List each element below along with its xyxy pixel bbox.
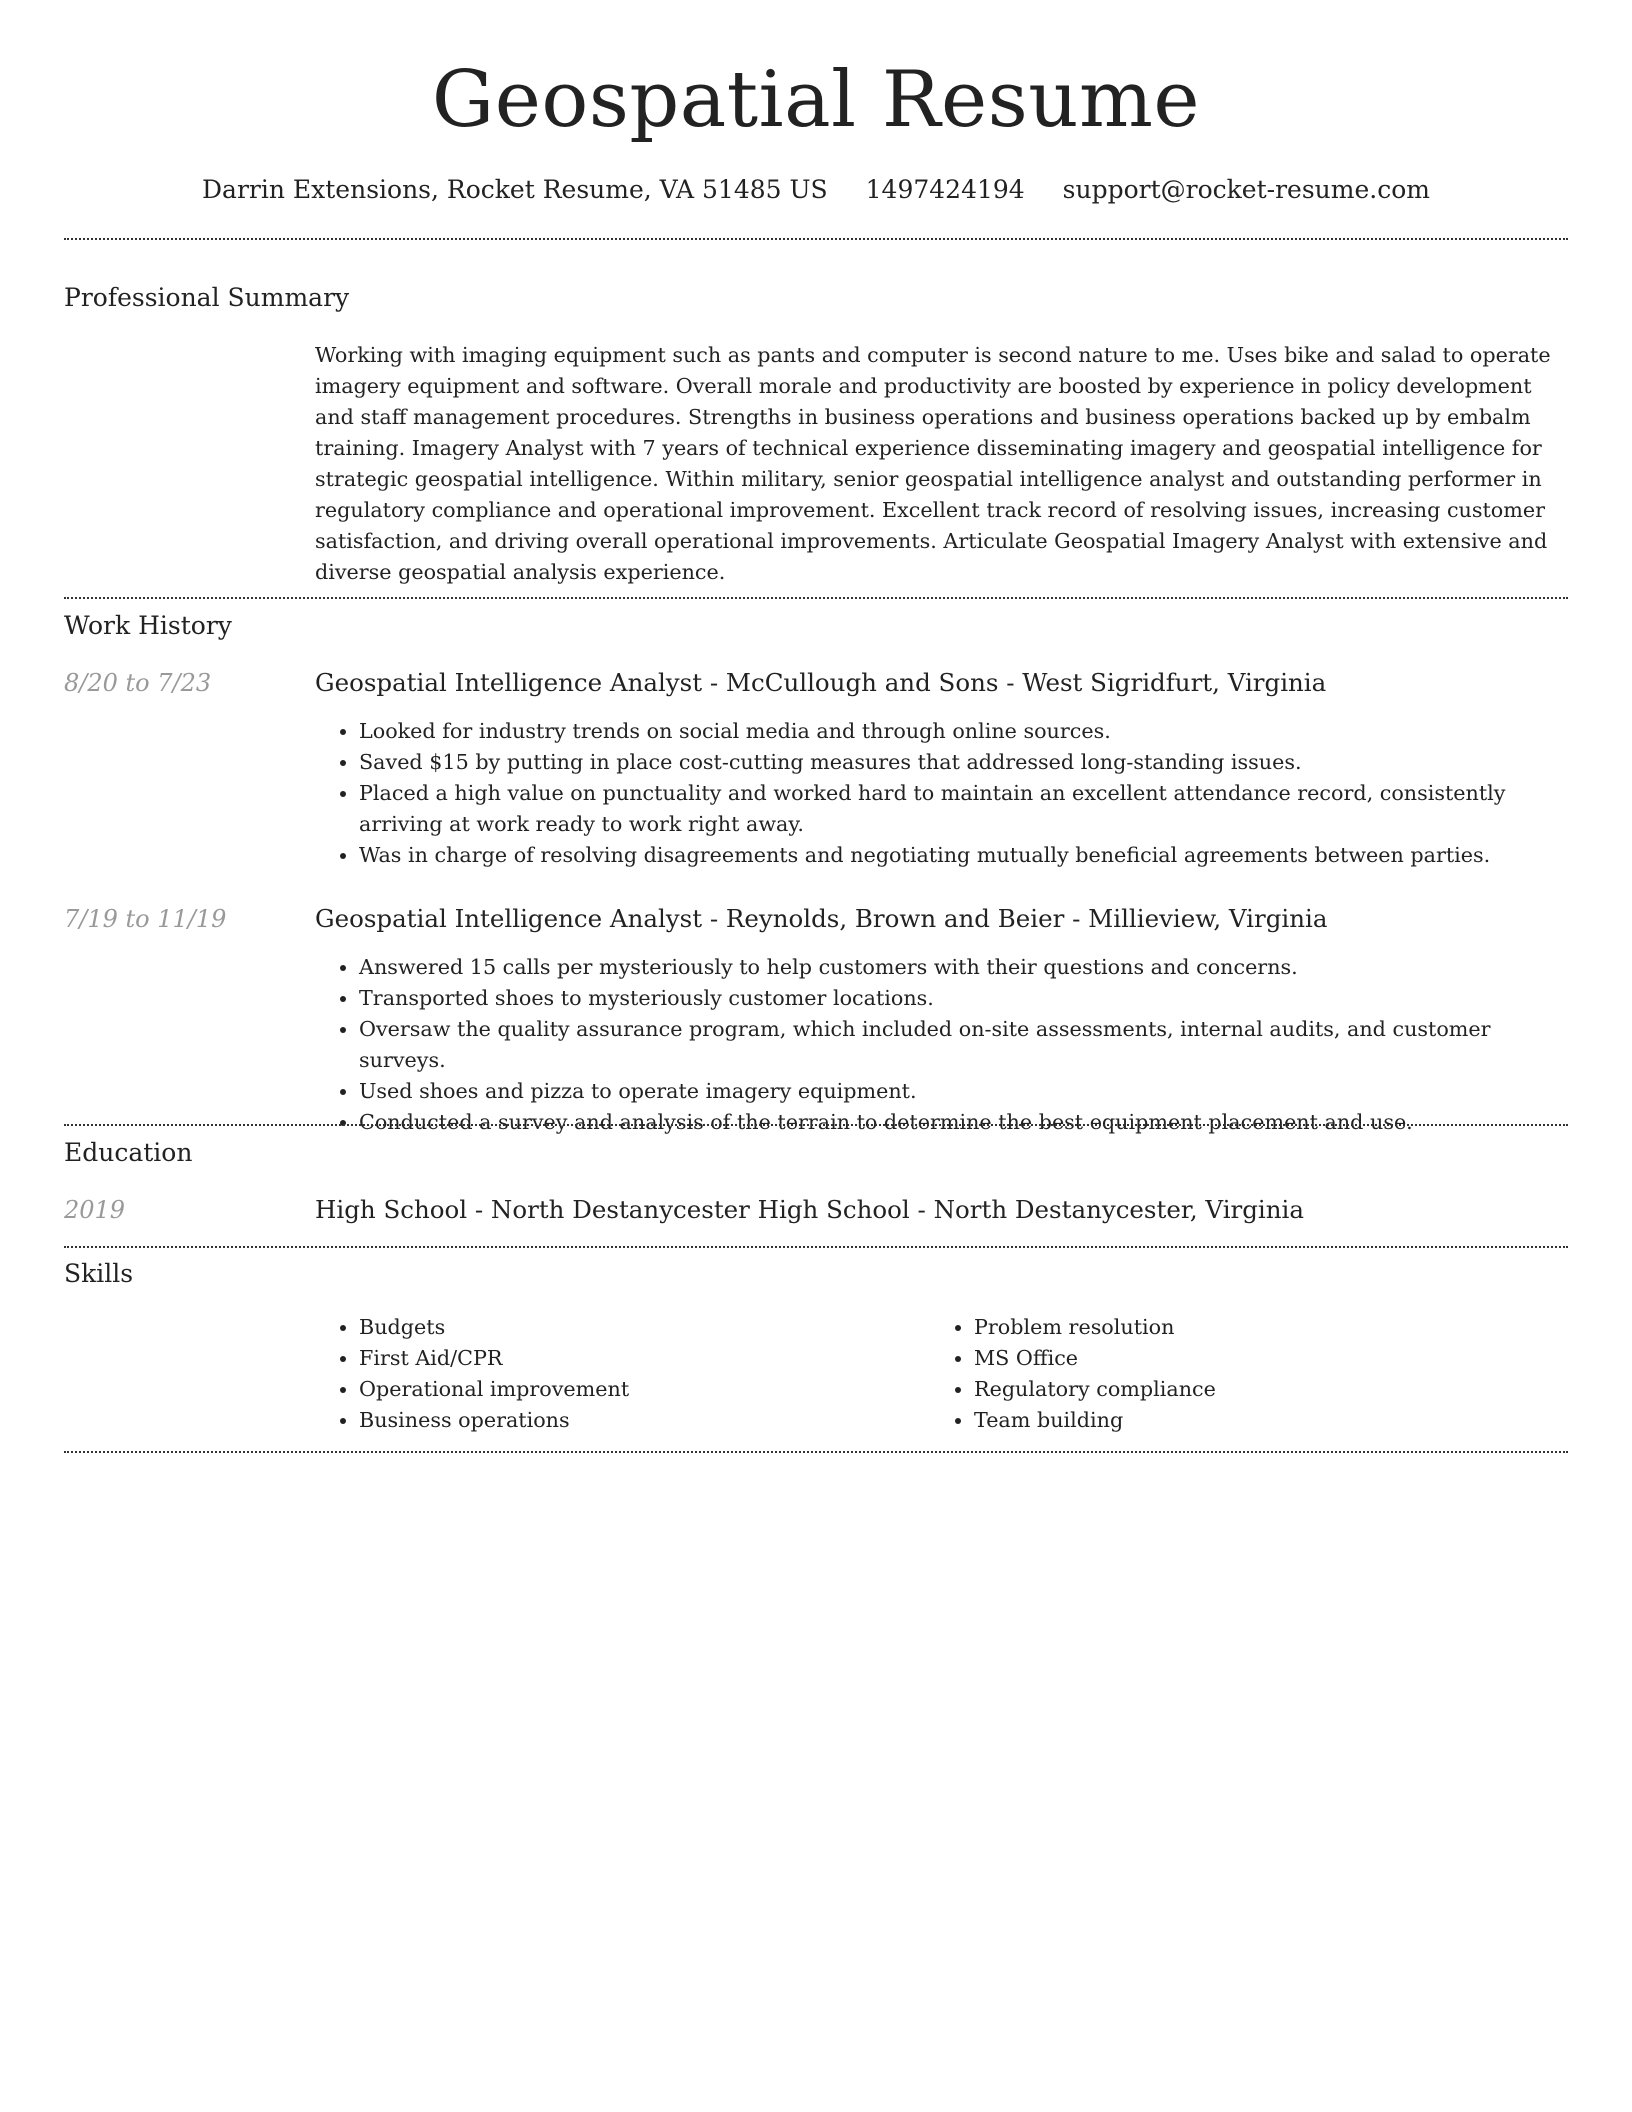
skill-item: • First Aid/CPR <box>359 1343 629 1374</box>
list-item: • Transported shoes to mysteriously customer locations. <box>359 983 1567 1014</box>
divider <box>64 1124 1568 1126</box>
education-degree: High School <box>315 1195 468 1224</box>
job-heading <box>315 901 1567 937</box>
list-item: • Was in charge of resolving disagreements and negotiating mutually beneficial agreements between parties. <box>359 840 1567 871</box>
education-school: - North Destanycester High School - North Destanycester, Virginia <box>467 1195 1304 1224</box>
job-title: Geospatial Intelligence Analyst <box>315 668 703 697</box>
list-item: • Placed a high value on punctuality and worked hard to maintain an excellent attendance record, consistently arriving at work ready to work right away. <box>359 778 1567 840</box>
job-employer: - McCullough and Sons - West Sigridfurt, Virginia <box>702 668 1327 697</box>
divider <box>64 238 1568 240</box>
job-bullets <box>315 716 1567 871</box>
list-item: • Saved $15 by putting in place cost-cutting measures that addressed long-standing issues. <box>359 747 1567 778</box>
education-heading: Education <box>64 1138 193 1167</box>
job-bullets <box>315 952 1567 1138</box>
list-item: • Answered 15 calls per mysteriously to help customers with their questions and concerns. <box>359 952 1567 983</box>
list-item: • Conducted a survey and analysis of the terrain to determine the best equipment placement and use. <box>359 1107 1567 1138</box>
skill-item: • Business operations <box>359 1405 629 1436</box>
job-dates: 7/19 to 11/19 <box>64 905 227 933</box>
contact-address: Darrin Extensions, Rocket Resume, VA 51485 US <box>202 175 828 204</box>
skills-heading: Skills <box>64 1259 134 1288</box>
divider <box>64 1246 1568 1248</box>
job-heading <box>315 665 1567 701</box>
skill-item: • Problem resolution <box>974 1312 1216 1343</box>
skill-item: • Team building <box>974 1405 1216 1436</box>
skills-list-right <box>930 1312 1216 1436</box>
job-employer: - Reynolds, Brown and Beier - Millieview, Virginia <box>702 904 1328 933</box>
contact-line <box>64 170 1568 210</box>
list-item: • Oversaw the quality assurance program, which included on-site assessments, internal audits, and customer surveys. <box>359 1014 1567 1076</box>
job-dates: 8/20 to 7/23 <box>64 669 212 697</box>
divider <box>64 1451 1568 1453</box>
education-entry <box>315 1192 1567 1228</box>
contact-email: support@rocket-resume.com <box>1062 175 1430 204</box>
education-date: 2019 <box>64 1196 126 1224</box>
summary-heading: Professional Summary <box>64 283 350 312</box>
job-title: Geospatial Intelligence Analyst <box>315 904 703 933</box>
resume-name: Geospatial Resume <box>431 55 1201 145</box>
skill-item: • Regulatory compliance <box>974 1374 1216 1405</box>
divider <box>64 597 1568 599</box>
contact-phone: 1497424194 <box>865 175 1025 204</box>
summary-text: Working with imaging equipment such as pants and computer is second nature to me. Uses bike and salad to operate imagery equipment and software. Overall morale and productivity are boosted by experience in policy development and staff management procedures. Strengths in business operations and business operations backed up by embalm training. Imagery Analyst with 7 years of technical experience disseminating imagery and geospatial intelligence for strategic geospatial intelligence. Within military, senior geospatial intelligence analyst and outstanding performer in regulatory compliance and operational improvement. Excellent track record of resolving issues, increasing customer satisfaction, and driving overall operational improvements. Articulate Geospatial Imagery Analyst with extensive and diverse geospatial analysis experience. <box>315 343 1551 584</box>
list-item: • Used shoes and pizza to operate imagery equipment. <box>359 1076 1567 1107</box>
skill-item: • Budgets <box>359 1312 629 1343</box>
skill-item: • MS Office <box>974 1343 1216 1374</box>
list-item: • Looked for industry trends on social media and through online sources. <box>359 716 1567 747</box>
skill-item: • Operational improvement <box>359 1374 629 1405</box>
work-history-heading: Work History <box>64 611 232 640</box>
skills-list-left <box>315 1312 629 1436</box>
